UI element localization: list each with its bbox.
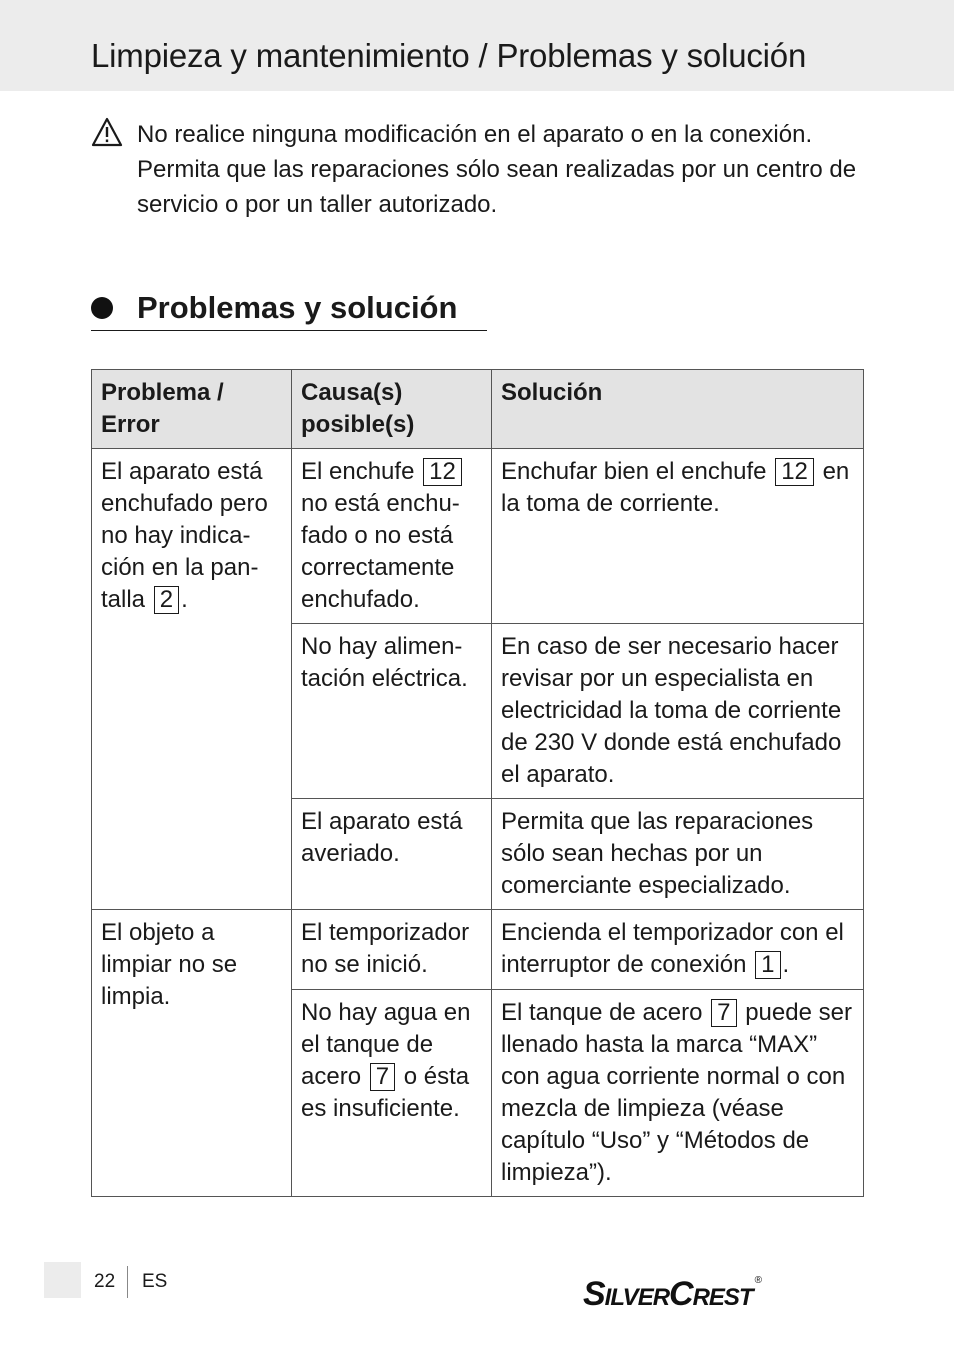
brand-name: SilverCrest: [583, 1275, 753, 1313]
section-title: Problemas y solución: [137, 290, 458, 325]
page-number: 22: [94, 1271, 116, 1292]
problem-cell: El aparato está enchufado pero no hay indicación en la pantalla 2 .: [92, 449, 292, 910]
table-row: [92, 449, 864, 624]
solution-cell: Enchufar bien el enchufe 12 en la toma de corriente.: [492, 449, 864, 624]
bullet-icon: [91, 297, 113, 319]
cause-cell: El temporizador no se inició.: [292, 910, 492, 990]
footer-divider: [127, 1266, 128, 1298]
language-code: ES: [142, 1271, 168, 1292]
header-problem: Problema / Error: [92, 370, 292, 449]
cause-cell: No hay alimentación eléctrica.: [292, 624, 492, 799]
header-cause: Causa(s) posible(s): [292, 370, 492, 449]
solution-cell: En caso de ser necesario hacer revisar por un especialista en electricidad la toma de corriente de 230 V donde está enchufado el aparato.: [492, 624, 864, 799]
warning-triangle-icon: [91, 117, 123, 147]
reference-number: 7: [370, 1063, 395, 1091]
table-header-row: [92, 370, 864, 449]
brand-logo: [583, 1256, 762, 1319]
warning-text: No realice ninguna modificación en el aparato o en la conexión. Permita que las reparaciones sólo sean realizadas por un centro de servicio o por un taller autorizado.: [137, 121, 857, 218]
section-heading: [91, 286, 487, 331]
reference-number: 1: [755, 951, 780, 979]
trademark-symbol: ®: [754, 1275, 762, 1286]
reference-number: 12: [423, 458, 462, 486]
reference-number: 2: [154, 586, 179, 614]
cause-cell: El enchufe 12 no está enchufado o no está correctamente enchufado.: [292, 449, 492, 624]
solution-cell: Encienda el temporizador con el interruptor de conexión 1 .: [492, 910, 864, 990]
solution-cell: El tanque de acero 7 puede ser llenado hasta la marca “MAX” con agua corriente normal o con mezcla de limpieza (véase capítulo “Uso” y “Métodos de limpieza”).: [492, 990, 864, 1197]
cause-cell: El aparato está averiado.: [292, 799, 492, 910]
problem-cell: El objeto a limpiar no se limpia.: [92, 910, 292, 1197]
table-row: [92, 910, 864, 990]
cause-cell: No hay agua en el tanque de acero 7 o ésta es insuficiente.: [292, 990, 492, 1197]
reference-number: 7: [711, 999, 736, 1027]
footer-marker: [44, 1262, 81, 1298]
page-title: Limpieza y mantenimiento / Problemas y solución: [91, 37, 807, 74]
troubleshooting-table: [91, 369, 864, 1197]
solution-cell: Permita que las reparaciones sólo sean hechas por un comerciante especializado.: [492, 799, 864, 910]
reference-number: 12: [775, 458, 814, 486]
header-solution: Solución: [492, 370, 864, 449]
